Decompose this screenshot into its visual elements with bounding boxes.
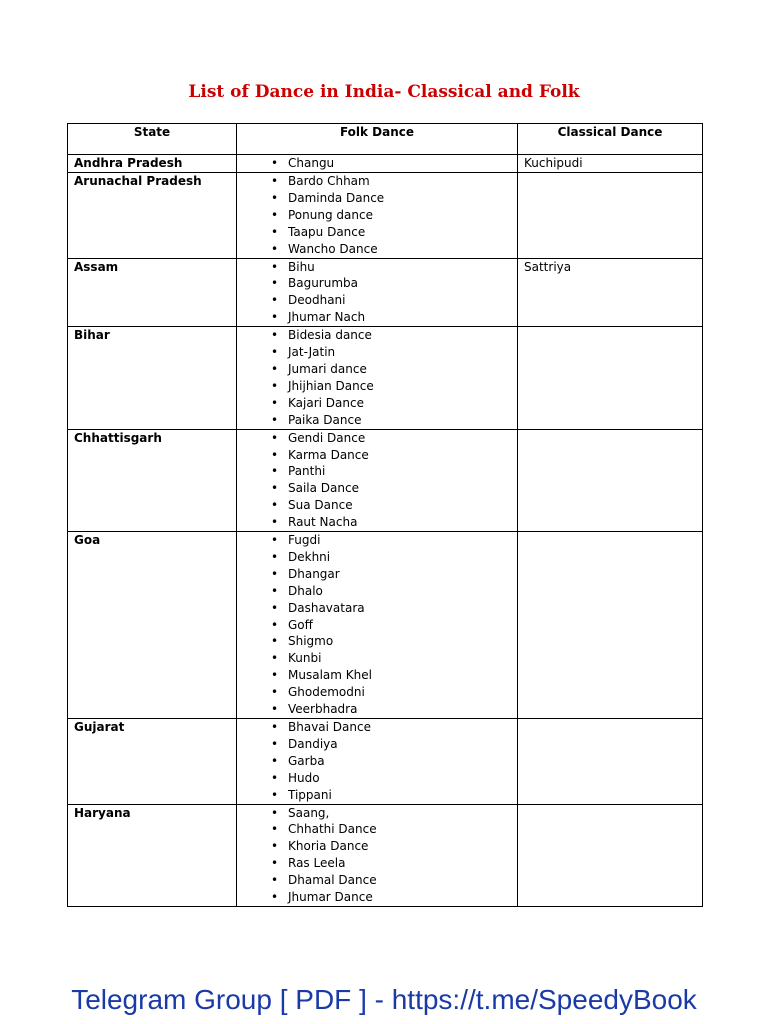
folk-dance-item: • Daminda Dance — [271, 190, 511, 207]
folk-dance-item: • Garba — [271, 753, 511, 770]
table-body — [68, 155, 703, 907]
folk-dance-cell — [237, 719, 518, 805]
folk-dance-cell — [237, 258, 518, 327]
table-row — [68, 173, 703, 259]
folk-dance-item: • Dekhni — [271, 549, 511, 566]
folk-dance-cell — [237, 804, 518, 906]
classical-dance-cell — [518, 804, 703, 906]
folk-dance-item: • Panthi — [271, 463, 511, 480]
folk-dance-item: • Bidesia dance — [271, 327, 511, 344]
folk-dance-item: • Paika Dance — [271, 412, 511, 429]
folk-dance-item: • Musalam Khel — [271, 667, 511, 684]
folk-dance-item: • Bhavai Dance — [271, 719, 511, 736]
folk-dance-item: • Wancho Dance — [271, 241, 511, 258]
classical-dance-cell — [518, 719, 703, 805]
folk-dance-list — [243, 805, 511, 906]
state-cell: Chhattisgarh — [68, 429, 237, 531]
folk-dance-cell — [237, 155, 518, 173]
classical-dance-cell: Sattriya — [518, 258, 703, 327]
folk-dance-cell — [237, 429, 518, 531]
state-cell: Haryana — [68, 804, 237, 906]
folk-dance-item: • Jat-Jatin — [271, 344, 511, 361]
state-cell: Goa — [68, 532, 237, 719]
folk-dance-item: • Jhumar Nach — [271, 309, 511, 326]
folk-dance-item: • Ghodemodni — [271, 684, 511, 701]
folk-dance-item: • Fugdi — [271, 532, 511, 549]
table-header-row — [68, 124, 703, 155]
folk-dance-item: • Taapu Dance — [271, 224, 511, 241]
folk-dance-item: • Dandiya — [271, 736, 511, 753]
column-header-folk-dance: Folk Dance — [237, 124, 518, 155]
folk-dance-item: • Kajari Dance — [271, 395, 511, 412]
classical-dance-cell — [518, 327, 703, 429]
table-row — [68, 327, 703, 429]
folk-dance-item: • Karma Dance — [271, 447, 511, 464]
folk-dance-item: • Chhathi Dance — [271, 821, 511, 838]
folk-dance-list — [243, 173, 511, 258]
column-header-state: State — [68, 124, 237, 155]
state-cell: Assam — [68, 258, 237, 327]
state-cell: Bihar — [68, 327, 237, 429]
telegram-footer-link[interactable]: Telegram Group [ PDF ] - https://t.me/SpeedyBook — [71, 984, 697, 1015]
folk-dance-item: • Dhamal Dance — [271, 872, 511, 889]
folk-dance-item: • Tippani — [271, 787, 511, 804]
table-row — [68, 719, 703, 805]
table-row — [68, 804, 703, 906]
folk-dance-item: • Bagurumba — [271, 275, 511, 292]
table-row — [68, 155, 703, 173]
state-cell: Andhra Pradesh — [68, 155, 237, 173]
classical-dance-cell — [518, 429, 703, 531]
folk-dance-item: • Dhangar — [271, 566, 511, 583]
folk-dance-item: • Sua Dance — [271, 497, 511, 514]
folk-dance-item: • Changu — [271, 155, 511, 172]
page-title: List of Dance in India- Classical and Folk — [188, 82, 580, 102]
column-header-classical-dance: Classical Dance — [518, 124, 703, 155]
classical-dance-cell: Kuchipudi — [518, 155, 703, 173]
folk-dance-list — [243, 430, 511, 531]
folk-dance-item: • Hudo — [271, 770, 511, 787]
table-row — [68, 532, 703, 719]
folk-dance-item: • Gendi Dance — [271, 430, 511, 447]
folk-dance-list — [243, 719, 511, 804]
folk-dance-item: • Jhumar Dance — [271, 889, 511, 906]
folk-dance-item: • Jumari dance — [271, 361, 511, 378]
folk-dance-item: • Khoria Dance — [271, 838, 511, 855]
folk-dance-item: • Dashavatara — [271, 600, 511, 617]
folk-dance-item: • Veerbhadra — [271, 701, 511, 718]
folk-dance-item: • Goff — [271, 617, 511, 634]
folk-dance-cell — [237, 532, 518, 719]
folk-dance-cell — [237, 327, 518, 429]
state-cell: Arunachal Pradesh — [68, 173, 237, 259]
folk-dance-item: • Deodhani — [271, 292, 511, 309]
folk-dance-list — [243, 155, 511, 172]
state-cell: Gujarat — [68, 719, 237, 805]
folk-dance-item: • Ponung dance — [271, 207, 511, 224]
folk-dance-item: • Kunbi — [271, 650, 511, 667]
classical-dance-cell — [518, 173, 703, 259]
folk-dance-item: • Dhalo — [271, 583, 511, 600]
dance-table — [67, 123, 703, 907]
folk-dance-item: • Bihu — [271, 259, 511, 276]
folk-dance-list — [243, 327, 511, 428]
folk-dance-item: • Shigmo — [271, 633, 511, 650]
folk-dance-item: • Jhijhian Dance — [271, 378, 511, 395]
classical-dance-cell — [518, 532, 703, 719]
table-row — [68, 258, 703, 327]
folk-dance-list — [243, 532, 511, 718]
folk-dance-item: • Ras Leela — [271, 855, 511, 872]
folk-dance-cell — [237, 173, 518, 259]
folk-dance-item: • Saila Dance — [271, 480, 511, 497]
table-row — [68, 429, 703, 531]
folk-dance-item: • Saang, — [271, 805, 511, 822]
folk-dance-item: • Bardo Chham — [271, 173, 511, 190]
folk-dance-list — [243, 259, 511, 327]
folk-dance-item: • Raut Nacha — [271, 514, 511, 531]
